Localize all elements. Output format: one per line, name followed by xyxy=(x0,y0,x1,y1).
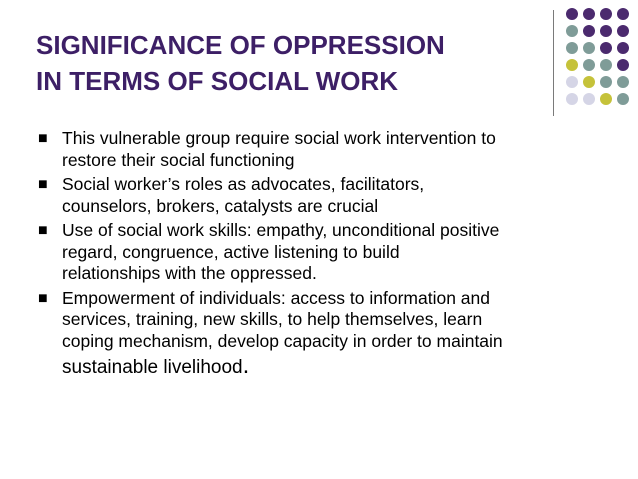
decorative-dot xyxy=(600,25,612,37)
bullet-item xyxy=(36,128,616,171)
bullet-text-line: services, training, new skills, to help themselves, learn xyxy=(62,309,483,329)
decorative-dot xyxy=(566,76,578,88)
decorative-dot xyxy=(566,42,578,54)
square-bullet-icon: ■ xyxy=(38,130,48,147)
decorative-dot xyxy=(583,93,595,105)
bullet-text-line-final xyxy=(62,352,616,381)
decorative-dot xyxy=(583,76,595,88)
bullet-text-line: This vulnerable group require social work intervention to xyxy=(62,128,496,148)
decorative-dot xyxy=(600,8,612,20)
bullet-text-line: restore their social functioning xyxy=(62,149,295,170)
decorative-dot xyxy=(600,93,612,105)
square-bullet-icon: ■ xyxy=(38,176,48,193)
decorative-dot xyxy=(600,59,612,71)
bullet-text-line: relationships with the oppressed. xyxy=(62,263,317,283)
title-line-1: SIGNIFICANCE OF OPPRESSION xyxy=(36,30,445,60)
divider-line xyxy=(553,10,554,116)
decorative-dot xyxy=(617,25,629,37)
decorative-dot xyxy=(617,59,629,71)
square-bullet-icon: ■ xyxy=(38,289,48,307)
bullet-text: sustainable livelihood xyxy=(62,357,243,378)
bullet-period: . xyxy=(242,352,250,379)
slide-title xyxy=(36,27,536,99)
bullet-text-line: counselors, brokers, catalysts are crucial xyxy=(62,195,379,216)
bullet-list xyxy=(36,128,616,384)
decorative-dot xyxy=(617,8,629,20)
decorative-dot xyxy=(566,8,578,20)
decorative-dot xyxy=(600,42,612,54)
bullet-item xyxy=(36,220,616,285)
decorative-dot xyxy=(583,8,595,20)
decorative-dot xyxy=(617,76,629,88)
bullet-text-line: Social worker’s roles as advocates, facilitators, xyxy=(62,174,425,194)
decorative-dot xyxy=(566,59,578,71)
decorative-dot xyxy=(583,42,595,54)
bullet-text-line: coping mechanism, develop capacity in order to maintain xyxy=(62,330,503,351)
decorative-dot xyxy=(583,59,595,71)
title-line-2: IN TERMS OF SOCIAL WORK xyxy=(36,66,399,96)
decorative-dot xyxy=(583,25,595,37)
bullet-item xyxy=(36,288,616,382)
bullet-text-line: regard, congruence, active listening to build xyxy=(62,241,400,262)
decorative-dot xyxy=(566,93,578,105)
decorative-dot xyxy=(617,93,629,105)
bullet-item xyxy=(36,174,616,217)
decorative-dot xyxy=(566,25,578,37)
bullet-text-line: Use of social work skills: empathy, unconditional positive xyxy=(62,220,500,240)
decorative-dot xyxy=(600,76,612,88)
square-bullet-icon: ■ xyxy=(38,222,48,239)
bullet-text-line: Empowerment of individuals: access to information and xyxy=(62,287,490,308)
decorative-dot xyxy=(617,42,629,54)
